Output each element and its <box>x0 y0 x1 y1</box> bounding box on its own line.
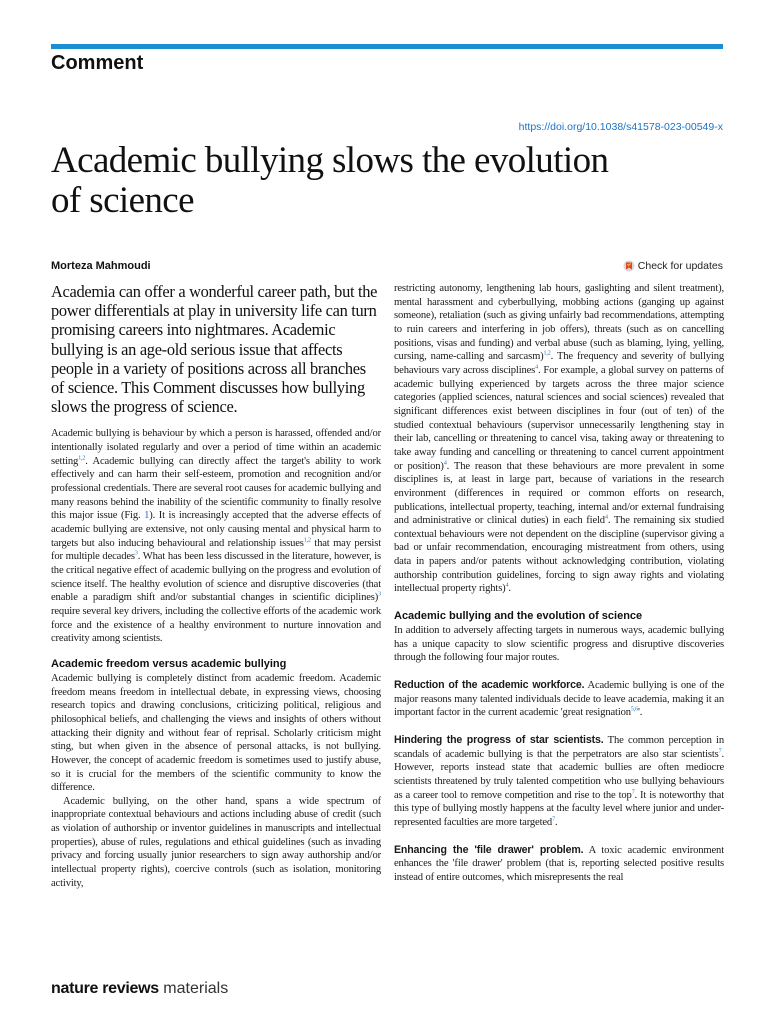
section-heading-evolution-of-science: Academic bullying and the evolution of science <box>394 610 643 623</box>
reference-link[interactable]: 1,2 <box>78 455 86 462</box>
check-updates-icon <box>623 260 635 272</box>
check-for-updates-button[interactable] <box>623 260 723 272</box>
doi-link[interactable]: https://doi.org/10.1038/s41578-023-00549-x <box>518 121 723 133</box>
journal-name-bold: nature reviews <box>51 980 159 997</box>
run-in-heading: Hindering the progress of star scientists. <box>394 734 604 747</box>
journal-name-light: materials <box>158 980 229 997</box>
reference-link[interactable]: 4 <box>604 514 608 521</box>
body-paragraph-1: Academic bullying is behaviour by which a person is harassed, offended and/or intentionally isolated regularly and over a period of time within an academic setting$^{1,2}$. Academic bullying can directly affect the target's ability to work effectively and can harm their self-esteem, promotion and recognition and/or professional credentials. There are several root causes for academic bullying and many reasons behind the inability of the scientific community to finally resolve this major issue (Fig. 1). It is increasingly accepted that the adverse effects of academic bullying are extensive, not only causing mental and physical harm to targets but also inducing behavioural and relationship issues$^{1,2}$ that may persist for multiple decades$^3$. What has been less discussed in the literature, however, is the critical negative effect of academic bullying on the progress and evolution of science itself. The healthy evolution of science and disruptive discoveries (that enable a paradigm shift and/or substantial changes in scientific diciplines)$^3$ require several key drivers, including the collective efforts of the academic work force and the existence of a healthy environment to nurture innovation and creativity among scientists. <box>51 428 381 645</box>
section-heading-academic-freedom: Academic freedom versus academic bullying <box>51 657 287 670</box>
reference-link[interactable]: 4 <box>505 582 509 589</box>
reference-link[interactable]: 3 <box>378 591 381 598</box>
section-label: Comment <box>51 52 144 74</box>
body-paragraph-7: Hindering the progress of star scientists. The common perception in scandals of academic bullying is that the perpetrators are also star scientists$^7$. However, reports instead state that academic bullies are often mediocre scientists threatened by truly talented competition who use bullying behaviours as a career tool to remove competition and rise to the top$^7$. It is noteworthy that this type of bullying mostly happens at the faculty level where junior and under-represented faculties are more targeted$^7$. <box>394 734 724 828</box>
body-paragraph-3: Academic bullying, on the other hand, spans a wide spectrum of inappropriate contextual behaviours and actions including abuse of credit (such as violation of authorship or inventor guidelines in manuscripts and intellectual properties), abuse of rules, regulations and ethical guidelines (such as invading privacy and forcing usually junior researchers to sign away authorship and/or intellectual property rights), coercive controls (such as isolation, monitoring activity, <box>51 795 381 889</box>
reference-link[interactable]: 4 <box>443 460 447 466</box>
body-paragraph-6: Reduction of the academic workforce. Academic bullying is one of the major reasons many talented individuals decide to leave academia, making it an important factor in the current academic 'great resignation$^{5,6}$'. <box>394 679 725 719</box>
article-title: Academic bullying slows the evolution of science <box>51 140 609 221</box>
reference-link[interactable]: 3 <box>134 550 138 557</box>
figure-link[interactable]: 1 <box>144 510 150 522</box>
right-column <box>394 282 724 885</box>
body-paragraph-2: Academic bullying is completely distinct from academic freedom. Academic freedom means freedom in intellectual debate, in expressing views, choosing research topics and drawing conclusions, criticizing political, religious and philosophical beliefs, and challenging the views and insights of others without attacking their dignity and without fear of reprisal. Scholarly criticism might sting, but when given in the absence of personal attacks, is not bullying. However, the concept of academic freedom is sometimes used to justify abuse, so it is crucial for the members of the scientific community to know the difference. <box>51 672 381 794</box>
reference-link[interactable]: 7 <box>718 748 722 755</box>
journal-logo <box>51 980 228 998</box>
body-paragraph-4: restricting autonomy, lengthening lab hours, gaslighting and silent treatment), mental harassment and cyberbullying, mobbing actions (ganging up against someone), retaliation (such as giving unfairly bad recommendations, attempting to ruin careers and interfering in job offers), threats (such as on cancelling positions, visas and funding) and verbal abuse (such as blaming, lying, yelling, cursing, name-calling and sarcasm)$^{1,2}$. The frequency and severity of bullying behaviours vary across disciplines$^4$. For example, a global survey on patterns of academic bullying experienced by targets across the three major science categories (applied sciences, natural sciences and social sciences) revealed that significant differences exist between disciplines in four (out of ten) of the studied contextual behaviours (supervisor unnecessarily lengthening stay in their lab, cancelling or threatening to cancel visa, taking away or threatening to take away funding and cancelling or threatening to cancel current appointment or position)$^4$. The reason that these behaviours are more prevalent in some disciplines is, at least in large part, because of variations in the research environment (differences in required or common efforts on research, publications, intellectual property, teaching, internal and/or external fundraising and administrative or clinical duties) in each field$^4$. The remaining six studied contextual behaviours were not dependent on the discipline (supervisor giving a bad or unfair recommendation, encouraging mistreatment from others, using data in papers and/or patents without acknowledging contribution, violating authorship contribution guidelines, forcing to sign away rights and violating intellectual property rights)$^4$. <box>394 283 725 595</box>
reference-link[interactable]: 4 <box>535 364 539 371</box>
standfirst: Academia can offer a wonderful career path, but the power differentials at play in university life can turn promising careers into nightmares. Academic bullying is an age-old serious issue that affects people in a variety of positions across all branches of science. This Comment discusses how bullying slows the progress of science. <box>51 282 378 417</box>
reference-link[interactable]: 5,6 <box>630 706 638 713</box>
reference-link[interactable]: 1,2 <box>543 350 551 357</box>
run-in-heading: Enhancing the 'file drawer' problem. <box>394 843 584 856</box>
body-paragraph-5: In addition to adversely affecting targets in numerous ways, academic bullying has a unique capacity to slow scientific progress and disruptive discoveries through the following four major routes. <box>394 625 724 664</box>
run-in-heading: Reduction of the academic workforce. <box>394 679 585 692</box>
reference-link[interactable]: 7 <box>631 789 635 796</box>
check-updates-label: Check for updates <box>637 260 723 272</box>
header-accent-bar <box>51 44 723 49</box>
author-name[interactable]: Morteza Mahmoudi <box>51 260 151 272</box>
body-paragraph-8: Enhancing the 'file drawer' problem. A toxic academic environment enhances the 'file drawer' problem (that is, reporting selected positive results instead of entire outcomes, which misrepresents the real <box>394 843 724 883</box>
reference-link[interactable]: 1,2 <box>303 537 311 544</box>
reference-link[interactable]: 7 <box>552 816 555 823</box>
left-column <box>51 282 381 890</box>
